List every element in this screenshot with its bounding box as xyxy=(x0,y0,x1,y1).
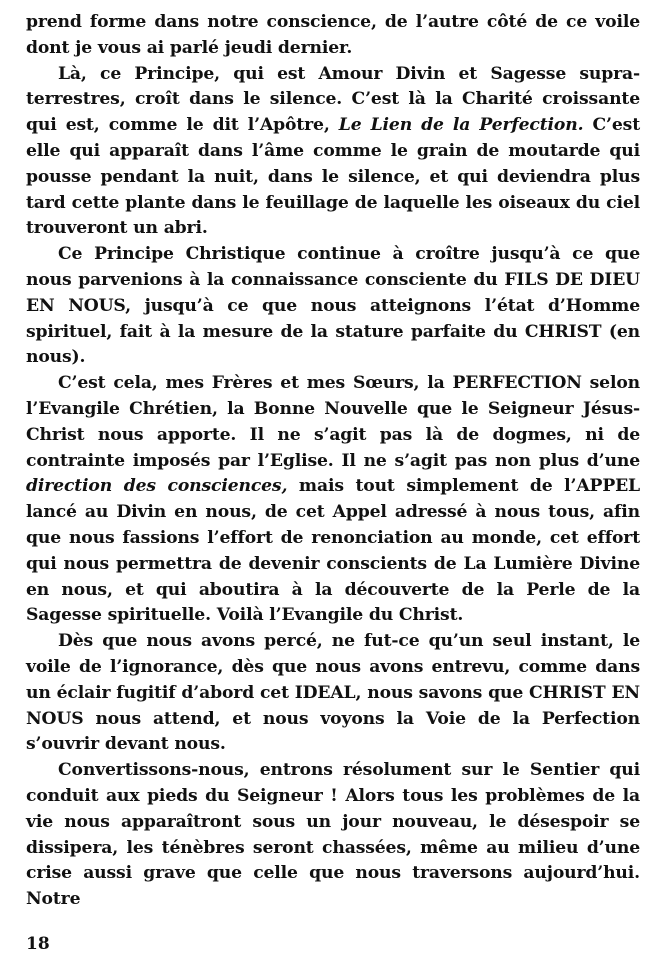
paragraph-5 xyxy=(26,629,640,758)
paragraph-3-text: Ce Principe Christique continue à croître jusqu’à ce que nous parvenions à la connaissance consciente du FILS DE DIEU EN NOUS, jusqu’à ce que nous atteignons l’état d’Homme spirituel, fait à la mesure de la stature parfaite du CHRIST (en nous). xyxy=(26,244,640,368)
paragraph-3 xyxy=(26,242,640,371)
paragraph-6-text: Convertissons-nous, entrons résolument sur le Sentier qui conduit aux pieds du Seigneur ! Alors tous les problèmes de la vie nous apparaîtront sous un jour nouveau, le désespoir se dissipera, les ténèbres seront chassées, même au milieu d’une crise aussi grave que celle que nous traversons aujourd’hui. Notre xyxy=(26,760,640,910)
paragraph-4-text-a: C’est cela, mes Frères et mes Sœurs, la PERFECTION selon l’Evangile Chrétien, la Bonne Nouvelle que le Seigneur Jésus-Christ nous apporte. Il ne s’agit pas là de dogmes, ni de contrainte imposés par l’Eglise. Il ne s’agit pas non plus d’une xyxy=(26,373,640,471)
page-body xyxy=(26,10,640,913)
paragraph-2 xyxy=(26,62,640,243)
paragraph-4-italic: direction des consciences, xyxy=(26,476,288,497)
paragraph-2-text-b: C’est elle qui apparaît dans l’âme comme le grain de moutarde qui pousse pendant la nuit, dans le silence, et qui deviendra plus tard cette plante dans le feuillage de laquelle les oiseaux du ciel trouveront un abri. xyxy=(26,115,640,239)
paragraph-6 xyxy=(26,758,640,913)
paragraph-5-text: Dès que nous avons percé, ne fut-ce qu’un seul instant, le voile de l’ignorance, dès que nous avons entrevu, comme dans un éclair fugitif d’abord cet IDEAL, nous savons que CHRIST EN NOUS nous attend, et nous voyons la Voie de la Perfection s’ouvrir devant nous. xyxy=(26,631,640,755)
paragraph-2-italic: Le Lien de la Perfection. xyxy=(338,115,584,136)
page-number: 18 xyxy=(26,934,50,954)
paragraph-4 xyxy=(26,371,640,629)
paragraph-4-text-b: mais tout simplement de l’APPEL lancé au Divin en nous, de cet Appel adressé à nous tous, afin que nous fassions l’effort de renonciation au monde, cet effort qui nous permettra de devenir conscients de La Lumière Divine en nous, et qui aboutira à la découverte de la Perle de la Sagesse spirituelle. Voilà l’Evangile du Christ. xyxy=(26,476,640,626)
paragraph-2-text-a: Là, ce Principe, qui est Amour Divin et Sagesse supra-terrestres, croît dans le silence. C’est là la Charité croissante qui est, comme le dit l’Apôtre, xyxy=(26,63,640,136)
paragraph-1-text: prend forme dans notre conscience, de l’autre côté de ce voile dont je vous ai parlé jeudi dernier. xyxy=(26,12,640,58)
paragraph-1 xyxy=(26,10,640,62)
